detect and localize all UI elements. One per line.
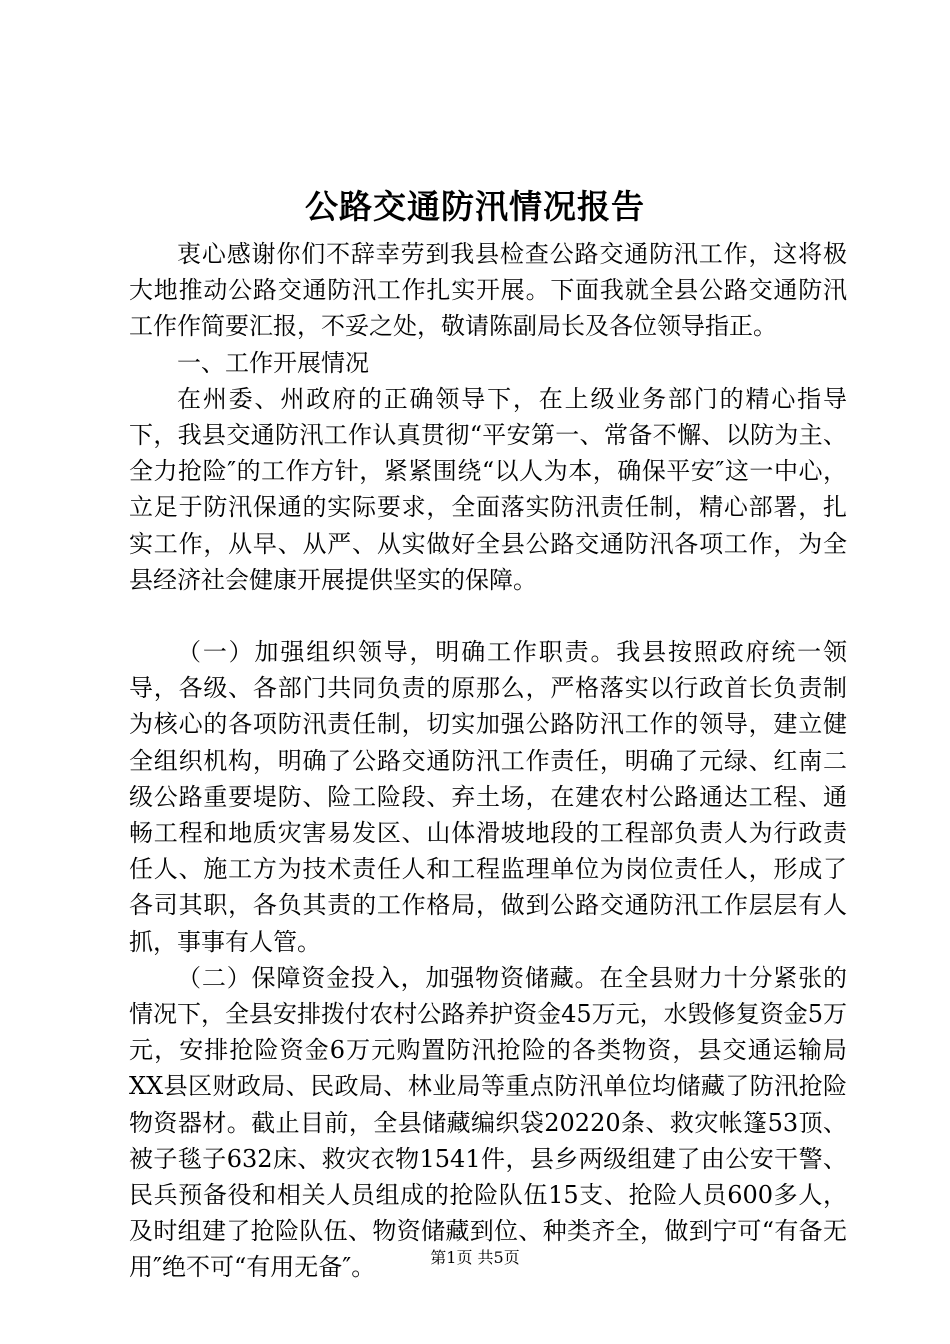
body-paragraph: 在州委、州政府的正确领导下，在上级业务部门的精心指导下，我县交通防汛工作认真贯彻“平安第一、常备不懈、以防为主、全力抢险″的工作方针，紧紧围绕“以人为本，确保平安″这一中心，立足于防汛保通的实际要求，全面落实防汛责任制，精心部署，扎实工作，从早、从严、从实做好全县公路交通防汛各项工作，为全县经济社会健康开展提供坚实的保障。 [129,384,847,594]
document-body [129,236,847,1286]
body-paragraph: （一）加强组织领导，明确工作职责。我县按照政府统一领导，各级、各部门共同负责的原那么，严格落实以行政首长负责制为核心的各项防汛责任制，切实加强公路防汛工作的领导，建立健全组织机构，明确了公路交通防汛工作责任，明确了元绿、红南二级公路重要堤防、险工险段、弃土场，在建农村公路通达工程、通畅工程和地质灾害易发区、山体滑坡地段的工程部负责人为行政责任人、施工方为技术责任人和工程监理单位为岗位责任人，形成了各司其职，各负其责的工作格局，做到公路交通防汛工作层层有人抓，事事有人管。 [129,638,847,956]
section-heading: 一、工作开展情况 [177,348,369,377]
document-title: 公路交通防汛情况报告 [305,187,645,226]
page-number: 第1页 共5页 [430,1248,520,1267]
body-paragraph: （二）保障资金投入，加强物资储藏。在全县财力十分紧张的情况下，全县安排拨付农村公路养护资金45万元，水毁修复资金5万元，安排抢险资金6万元购置防汛抢险的各类物资，县交通运输局XX县区财政局、民政局、林业局等重点防汛单位均储藏了防汛抢险物资器材。截止目前，全县储藏编织袋20220条、救灾帐篷53顶、被子毯子632床、救灾衣物1541件，县乡两级组建了由公安干警、民兵预备役和相关人员组成的抢险队伍15支、抢险人员600多人，及时组建了抢险队伍、物资储藏到位、种类齐全，做到宁可“有备无用″绝不可“有用无备″。 [129,963,847,1282]
intro-paragraph: 衷心感谢你们不辞幸劳到我县检查公路交通防汛工作，这将极大地推动公路交通防汛工作扎实开展。下面我就全县公路交通防汛工作作简要汇报，不妥之处，敬请陈副局长及各位领导指正。 [129,240,847,341]
